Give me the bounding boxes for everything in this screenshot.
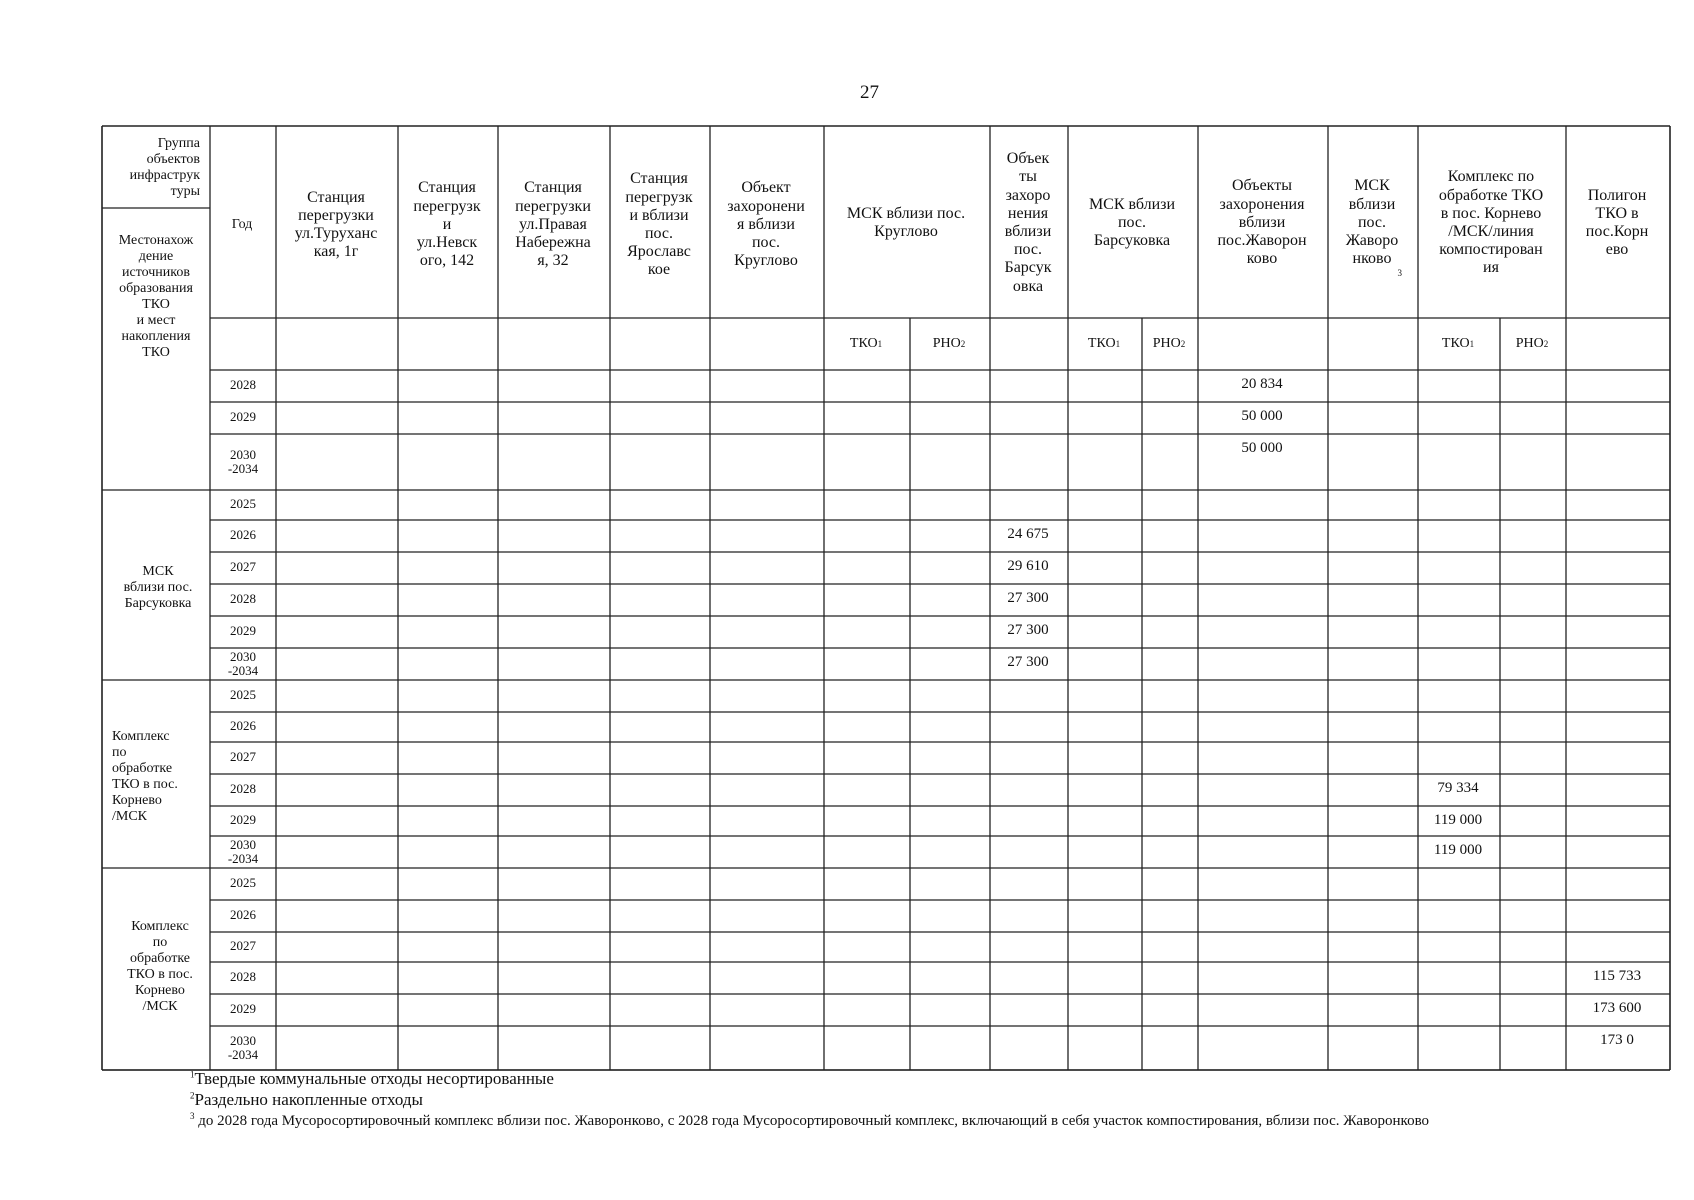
year-cell: 2028 (230, 377, 256, 392)
header-complex-kornevo: Комплекс по обработке ТКО в пос. Корнево /МСК/линия компостирован ия (1438, 168, 1544, 277)
header-msk-zhavoronkovo-text: МСК вблизи пос. Жаворо нково (1345, 177, 1399, 268)
header-landfill-zhavoronkovo: Объекты захоронения вблизи пос.Жаворон ково (1217, 177, 1307, 268)
year-cell: 2026 (230, 907, 256, 922)
year-cell: 2028 (230, 591, 256, 606)
year-cell: 2025 (230, 875, 256, 890)
subheader-sup: 2 (960, 338, 966, 349)
value-cell: 79 334 (1437, 780, 1479, 796)
year-cell: 2029 (230, 409, 256, 424)
header-landfill-barsukovka: Объек ты захоро нения вблизи пос. Барсук овка (1004, 150, 1052, 295)
subheader-tko-kruglovo (824, 320, 908, 368)
header-station-turukhanskaya: Станция перегрузки ул.Туруханс кая, 1г (294, 188, 378, 261)
subheader-rno-label: РНО (1515, 336, 1544, 352)
year-cell: 2029 (230, 623, 256, 638)
header-msk-zhavoronkovo (1328, 130, 1416, 316)
value-cell: 173 600 (1592, 1000, 1642, 1016)
year-cell: 2025 (230, 496, 256, 511)
value-cell: 29 610 (1007, 558, 1049, 574)
value-cell: 27 300 (1007, 590, 1049, 606)
year-cell: 2027 (230, 938, 256, 953)
footnote-3-marker: 3 (190, 1110, 195, 1121)
footnote-2-text: Раздельно накопленные отходы (194, 1090, 423, 1110)
subheader-rno-label: РНО (1152, 336, 1181, 352)
year-cell: 2026 (230, 527, 256, 542)
header-station-nevskogo: Станция перегрузк и ул.Невск ого, 142 (413, 179, 481, 270)
year-cell: 2029 (230, 812, 256, 827)
year-cell: 2030 -2034 (227, 649, 259, 679)
year-cell: 2028 (230, 969, 256, 984)
footnote-1-marker: 1 (190, 1069, 195, 1080)
value-cell: 27 300 (1007, 654, 1049, 670)
subheader-sup: 1 (877, 338, 883, 349)
header-station-pravaya: Станция перегрузки ул.Правая Набережна я, 32 (515, 179, 591, 270)
header-msk-zhavoronkovo-sup: 3 (1397, 267, 1402, 278)
year-cell: 2030 -2034 (227, 1033, 259, 1063)
year-cell: 2026 (230, 718, 256, 733)
value-cell: 50 000 (1241, 408, 1283, 424)
value-cell: 50 000 (1241, 440, 1283, 456)
header-group-bottom: Местонахож дение источников образования ТКО и мест накопления ТКО (118, 233, 194, 360)
year-cell: 2030 -2034 (227, 447, 259, 477)
subheader-rno-kruglovo (910, 320, 988, 368)
subheader-sup: 1 (1115, 338, 1121, 349)
header-msk-kruglovo: МСК вблизи пос. Круглово (846, 204, 966, 240)
footnote-2-marker: 2 (190, 1090, 195, 1101)
subheader-tko-kornevo (1418, 320, 1498, 368)
header-group-top: Группа объектов инфраструк туры (129, 136, 200, 199)
value-cell: 27 300 (1007, 622, 1049, 638)
group-label-barsukovka: МСК вблизи пос. Барсуковка (123, 564, 193, 611)
header-polygon-kornevo: Полигон ТКО в пос.Корн ево (1585, 186, 1649, 259)
year-cell: 2025 (230, 687, 256, 702)
value-cell: 119 000 (1433, 812, 1483, 828)
value-cell: 173 0 (1600, 1032, 1634, 1048)
value-cell: 20 834 (1241, 376, 1283, 392)
subheader-rno-barsukovka (1142, 320, 1196, 368)
header-year: Год (231, 217, 253, 233)
subheader-tko-label: ТКО (1087, 336, 1116, 352)
page-number: 27 (860, 82, 879, 103)
footnotes (190, 1068, 1660, 1130)
year-cell: 2028 (230, 781, 256, 796)
subheader-rno-label: РНО (932, 336, 961, 352)
year-cell: 2027 (230, 559, 256, 574)
header-msk-barsukovka: МСК вблизи пос. Барсуковка (1088, 195, 1176, 250)
header-station-yaroslavskoe: Станция перегрузк и вблизи пос. Ярославс кое (625, 170, 693, 279)
footnote-2 (190, 1089, 1660, 1110)
subheader-sup: 2 (1543, 338, 1549, 349)
value-cell: 115 733 (1592, 968, 1642, 984)
group-label-kornevo-msk: Комплекс по обработке ТКО в пос. Корнево /МСК (112, 729, 178, 824)
header-landfill-kruglovo: Объект захоронени я вблизи пос. Круглово (727, 179, 805, 270)
year-cell: 2029 (230, 1001, 256, 1016)
footnote-3 (190, 1111, 1660, 1131)
subheader-tko-label: ТКО (1441, 336, 1470, 352)
subheader-sup: 2 (1180, 338, 1186, 349)
year-cell: 2030 -2034 (227, 837, 259, 867)
subheader-rno-kornevo (1500, 320, 1564, 368)
value-cell: 119 000 (1433, 842, 1483, 858)
footnote-1-text: Твердые коммунальные отходы несортированные (194, 1069, 554, 1088)
year-cell: 2027 (230, 749, 256, 764)
value-cell: 24 675 (1007, 526, 1049, 542)
subheader-tko-label: ТКО (849, 336, 878, 352)
footnote-1 (190, 1068, 1660, 1089)
footnote-3-text: до 2028 года Мусоросортировочный комплекс вблизи пос. Жаворонково, с 2028 года Мусоросортировочный комплекс, включающий в себя участок компостирования, вблизи пос. Жаворонково (198, 1112, 1430, 1129)
subheader-sup: 1 (1469, 338, 1475, 349)
group-label-kornevo-polygon: Комплекс по обработке ТКО в пос. Корнево /МСК (127, 919, 193, 1014)
subheader-tko-barsukovka (1068, 320, 1140, 368)
